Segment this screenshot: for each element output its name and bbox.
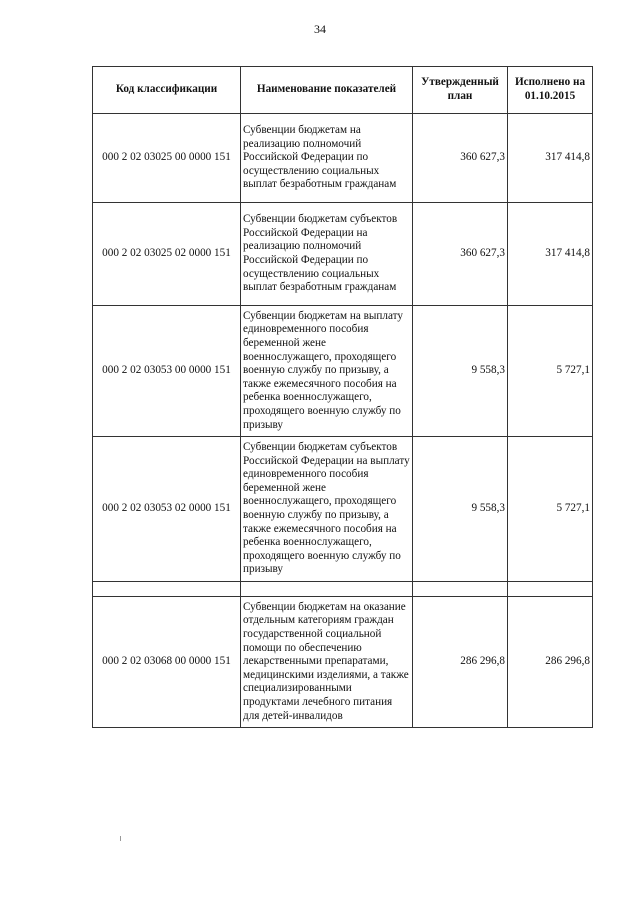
header-code: Код классификации <box>93 67 241 114</box>
scan-mark <box>120 836 121 841</box>
header-executed: Исполнено на 01.10.2015 <box>508 67 593 114</box>
row-plan: 9 558,3 <box>413 306 508 437</box>
table-row <box>93 597 593 728</box>
budget-table <box>92 66 593 728</box>
table-row <box>93 437 593 582</box>
row-code: 000 2 02 03053 00 0000 151 <box>93 306 241 437</box>
row-name: Субвенции бюджетам на выплату единовременного пособия беременной жене военнослужащего, проходящего военную службу по призыву, а также ежемесячного пособия на ребенка военнослужащего, проходящего военную службу по призыву <box>241 306 413 437</box>
row-plan: 360 627,3 <box>413 114 508 203</box>
row-executed: 5 727,1 <box>508 306 593 437</box>
table-row <box>93 306 593 437</box>
row-plan: 286 296,8 <box>413 597 508 728</box>
table-body <box>93 114 593 728</box>
row-name: Субвенции бюджетам на реализацию полномочий Российской Федерации по осуществлению социальных выплат безработным гражданам <box>241 114 413 203</box>
page-number: 34 <box>314 22 326 36</box>
spacer-cell <box>241 582 413 597</box>
row-code: 000 2 02 03053 02 0000 151 <box>93 437 241 582</box>
row-spacer <box>93 582 593 597</box>
row-executed: 286 296,8 <box>508 597 593 728</box>
row-name: Субвенции бюджетам субъектов Российской Федерации на реализацию полномочий Российской Федерации по осуществлению социальных выплат безработным гражданам <box>241 203 413 306</box>
spacer-cell <box>508 582 593 597</box>
header-name: Наименование показателей <box>241 67 413 114</box>
row-executed: 317 414,8 <box>508 114 593 203</box>
spacer-cell <box>93 582 241 597</box>
row-executed: 317 414,8 <box>508 203 593 306</box>
row-plan: 9 558,3 <box>413 437 508 582</box>
row-code: 000 2 02 03025 02 0000 151 <box>93 203 241 306</box>
row-code: 000 2 02 03068 00 0000 151 <box>93 597 241 728</box>
row-executed: 5 727,1 <box>508 437 593 582</box>
row-code: 000 2 02 03025 00 0000 151 <box>93 114 241 203</box>
table-row <box>93 114 593 203</box>
spacer-cell <box>413 582 508 597</box>
row-plan: 360 627,3 <box>413 203 508 306</box>
table-header <box>93 67 593 114</box>
row-name: Субвенции бюджетам субъектов Российской Федерации на выплату единовременного пособия беременной жене военнослужащего, проходящего военную службу по призыву, а также ежемесячного пособия на ребенка военнослужащего, проходящего военную службу по призыву <box>241 437 413 582</box>
header-row <box>93 67 593 114</box>
row-name: Субвенции бюджетам на оказание отдельным категориям граждан государственной социальной помощи по обеспечению лекарственными препаратами, медицинскими изделиями, а также специализированными продуктами лечебного питания для детей-инвалидов <box>241 597 413 728</box>
header-plan: Утвержденный план <box>413 67 508 114</box>
table-row <box>93 203 593 306</box>
